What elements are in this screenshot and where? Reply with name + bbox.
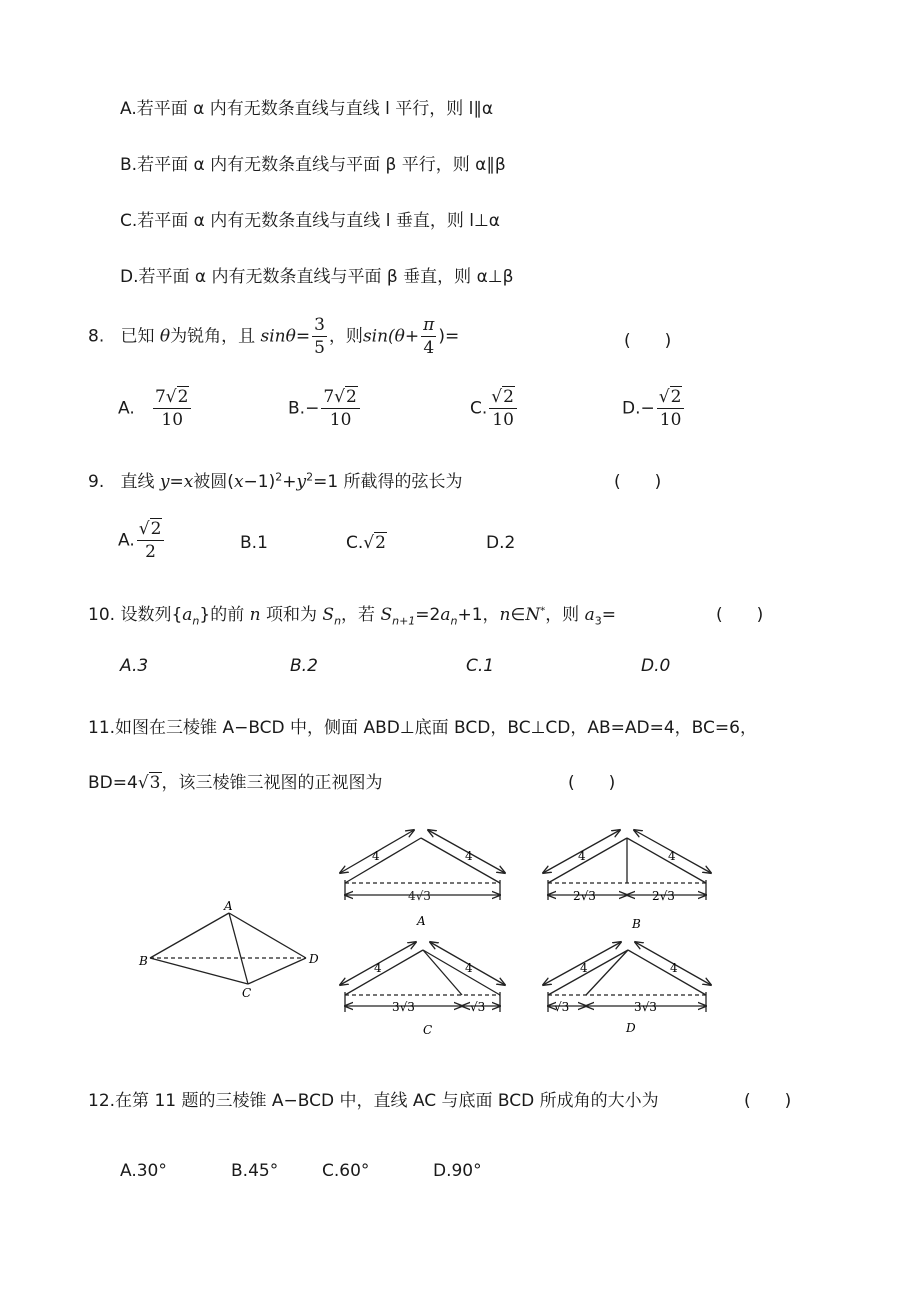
view-c-side-left: 4	[374, 961, 382, 975]
q8-text-c: ，则	[328, 326, 363, 347]
view-c-side-right: 4	[465, 961, 473, 975]
view-a-side-right: 4	[465, 849, 473, 863]
q10-text-c: 项和为	[266, 605, 317, 625]
q8-text-b: 为锐角，且	[170, 326, 256, 347]
q10-n: n	[249, 605, 261, 625]
q10-sub-Sn: n	[334, 614, 342, 628]
q10-a3: a	[584, 605, 595, 625]
view-b-side-left: 4	[578, 849, 586, 863]
q9-text-b: 被圆(	[193, 472, 234, 492]
q8-den: 10	[329, 410, 352, 430]
q10-option-c: C.1	[466, 656, 495, 676]
q9-opt-a-rad: 2	[150, 519, 162, 539]
q8-den: 10	[659, 410, 682, 430]
q8-coef: 7	[323, 387, 335, 407]
q9-x: x	[233, 472, 244, 492]
view-d-caption: D	[626, 1021, 636, 1035]
q8-sin-theta: sinθ=	[260, 326, 311, 347]
edge-ad	[229, 913, 306, 958]
q10-text-e: =2	[415, 605, 441, 625]
q10-star: *	[540, 605, 546, 617]
q9-text: 直线	[120, 472, 155, 492]
q8-rad: 2	[346, 387, 357, 407]
q9-opt-a-den: 2	[145, 542, 156, 562]
q8-rad: 2	[670, 387, 682, 407]
pyramid-label-a: A	[224, 899, 233, 913]
view-a-caption: A	[417, 914, 426, 928]
view-b-base-left: 2√3	[573, 889, 596, 903]
q9-number: 9.	[88, 472, 105, 492]
q9-y: y	[296, 472, 307, 492]
q8-sin-expr: sin(θ+	[362, 326, 420, 347]
q8-stem	[88, 314, 459, 359]
q10-sub-an: n	[450, 614, 458, 628]
q8-option-label: D.	[622, 398, 641, 419]
view-c-base-left: 3√3	[392, 1000, 415, 1014]
q9-stem	[88, 467, 463, 492]
q10-in: ∈	[510, 605, 526, 625]
q10-n2: n	[499, 605, 511, 625]
q10-option-a: A.3	[120, 656, 149, 676]
q10-answer-paren: ( )	[716, 605, 764, 625]
q8-option-b: B.− $\frac{7√2}{10}$	[288, 386, 362, 431]
q8-sign: −	[305, 398, 320, 419]
q12-stem: 12.在第 11 题的三棱锥 A−BCD 中，直线 AC 与底面 BCD 所成角的大小为	[88, 1091, 659, 1111]
q8-theta: θ	[159, 326, 171, 347]
pyramid-label-c: C	[242, 986, 252, 1000]
q11-answer-paren: ( )	[568, 773, 616, 793]
q8-answer-paren: ( )	[624, 331, 672, 351]
q9-opt-c-rad: 2	[375, 533, 386, 553]
q8-number: 8.	[88, 326, 105, 347]
q11-bd: BD=4	[88, 773, 138, 793]
q10-text-a: 设数列{	[120, 605, 183, 625]
q9-option-b: B.1	[240, 533, 268, 553]
q7-option-a: A.若平面 α 内有无数条直线与直线 l 平行，则 l∥α	[120, 99, 494, 119]
q8-den: 10	[492, 410, 514, 430]
view-c	[340, 942, 505, 1012]
q10-N: N	[525, 605, 541, 625]
q8-rad: 2	[503, 387, 514, 407]
q9-plus: +	[282, 472, 297, 492]
q7-option-b: B.若平面 α 内有无数条直线与平面 β 平行，则 α∥β	[120, 155, 506, 175]
q9-sup-y: 2	[306, 470, 314, 484]
q10-option-d: D.0	[641, 656, 671, 676]
view-c-caption: C	[423, 1023, 433, 1037]
edge-ab	[150, 913, 229, 958]
q10-sub-n: n	[192, 614, 200, 628]
q8-option-label: A.	[118, 398, 135, 419]
q8-sign: −	[640, 398, 655, 419]
q9-option-a: A. $\frac{√2}{2}$	[118, 518, 166, 563]
pyramid-drawing	[150, 913, 306, 984]
view-d-side-right: 4	[670, 961, 678, 975]
q10-text-b: }的前	[199, 605, 245, 625]
q10-a: a	[182, 605, 193, 625]
q10-S2: S	[380, 605, 393, 625]
q9-text-d: =1 所截得的弦长为	[313, 472, 463, 492]
q10-text-g: ，则	[545, 605, 580, 625]
view-a	[340, 830, 505, 900]
view-d-base-right: 3√3	[634, 1000, 657, 1014]
q12-option-b: B.45°	[231, 1161, 279, 1181]
view-a-side-left: 4	[372, 849, 380, 863]
q10-a2: a	[440, 605, 451, 625]
q8-option-c: C. $\frac{√2}{10}$	[470, 386, 519, 431]
pyramid-label-d: D	[309, 952, 319, 966]
view-d-side-left: 4	[580, 961, 588, 975]
q11-rad: 3	[149, 773, 161, 793]
edge-bc	[150, 958, 248, 984]
q8-option-d: D.− $\frac{√2}{10}$	[622, 386, 686, 431]
view-b-base-right: 2√3	[652, 889, 675, 903]
q8-close: )=	[438, 326, 460, 347]
q10-stem	[88, 600, 616, 627]
q11-text-b: ，该三棱锥三视图的正视图为	[161, 773, 383, 793]
view-b-caption: B	[632, 917, 641, 931]
q8-coef: 7	[154, 387, 166, 407]
q8-option-label: B.	[288, 398, 306, 419]
q10-S: S	[322, 605, 335, 625]
view-c-base-right: √3	[470, 1000, 486, 1014]
view-a-base: 4√3	[408, 889, 431, 903]
q11-line1: 11.如图在三棱锥 A−BCD 中，侧面 ABD⊥底面 BCD，BC⊥CD，AB=AD=4，BC=6，	[88, 718, 757, 738]
q8-four: 4	[423, 338, 435, 358]
q8-frac-den: 5	[314, 338, 325, 358]
q8-option-a: A. $\frac{7√2}{10}$	[118, 386, 193, 431]
q9-option-d: D.2	[486, 533, 516, 553]
view-d	[543, 942, 711, 1012]
q9-text-c: −1)	[243, 472, 276, 492]
q8-fraction	[312, 314, 327, 359]
q12-option-d: D.90°	[433, 1161, 482, 1181]
view-b	[543, 830, 711, 900]
pyramid-label-b: B	[139, 954, 148, 968]
q9-opt-a-label: A.	[118, 530, 135, 551]
q10-text-f: +1，	[457, 605, 500, 625]
q7-option-c: C.若平面 α 内有无数条直线与直线 l 垂直，则 l⊥α	[120, 211, 500, 231]
q10-number: 10.	[88, 605, 116, 625]
q11-line2: BD=4√3，该三棱锥三视图的正视图为	[88, 773, 383, 793]
q9-sup: 2	[275, 470, 283, 484]
q8-pi-fraction	[421, 314, 436, 359]
q7-option-d: D.若平面 α 内有无数条直线与平面 β 垂直，则 α⊥β	[120, 267, 514, 287]
q12-option-c: C.60°	[322, 1161, 370, 1181]
view-b-side-right: 4	[668, 849, 676, 863]
q10-sub3: 3	[594, 614, 602, 628]
edge-cd	[248, 958, 306, 984]
q9-option-c: C.√2	[346, 533, 386, 553]
q12-option-a: A.30°	[120, 1161, 167, 1181]
q8-rad: 2	[177, 387, 189, 407]
q10-sub-n1: n+1	[392, 614, 416, 628]
q8-text-a: 已知	[120, 326, 155, 347]
q8-pi: π	[423, 315, 435, 335]
q10-option-b: B.2	[290, 656, 318, 676]
q8-frac-num: 3	[314, 315, 325, 335]
q9-eq-line: y=x	[159, 472, 194, 492]
q8-option-label: C.	[470, 398, 488, 419]
q8-den: 10	[161, 410, 184, 430]
edge-ac	[229, 913, 248, 984]
q9-opt-c-label: C.	[346, 533, 364, 553]
q9-answer-paren: ( )	[614, 472, 662, 492]
view-d-base-left: √3	[554, 1000, 570, 1014]
q12-answer-paren: ( )	[744, 1091, 792, 1111]
q10-eq: =	[601, 605, 616, 625]
q10-text-d: ，若	[341, 605, 376, 625]
